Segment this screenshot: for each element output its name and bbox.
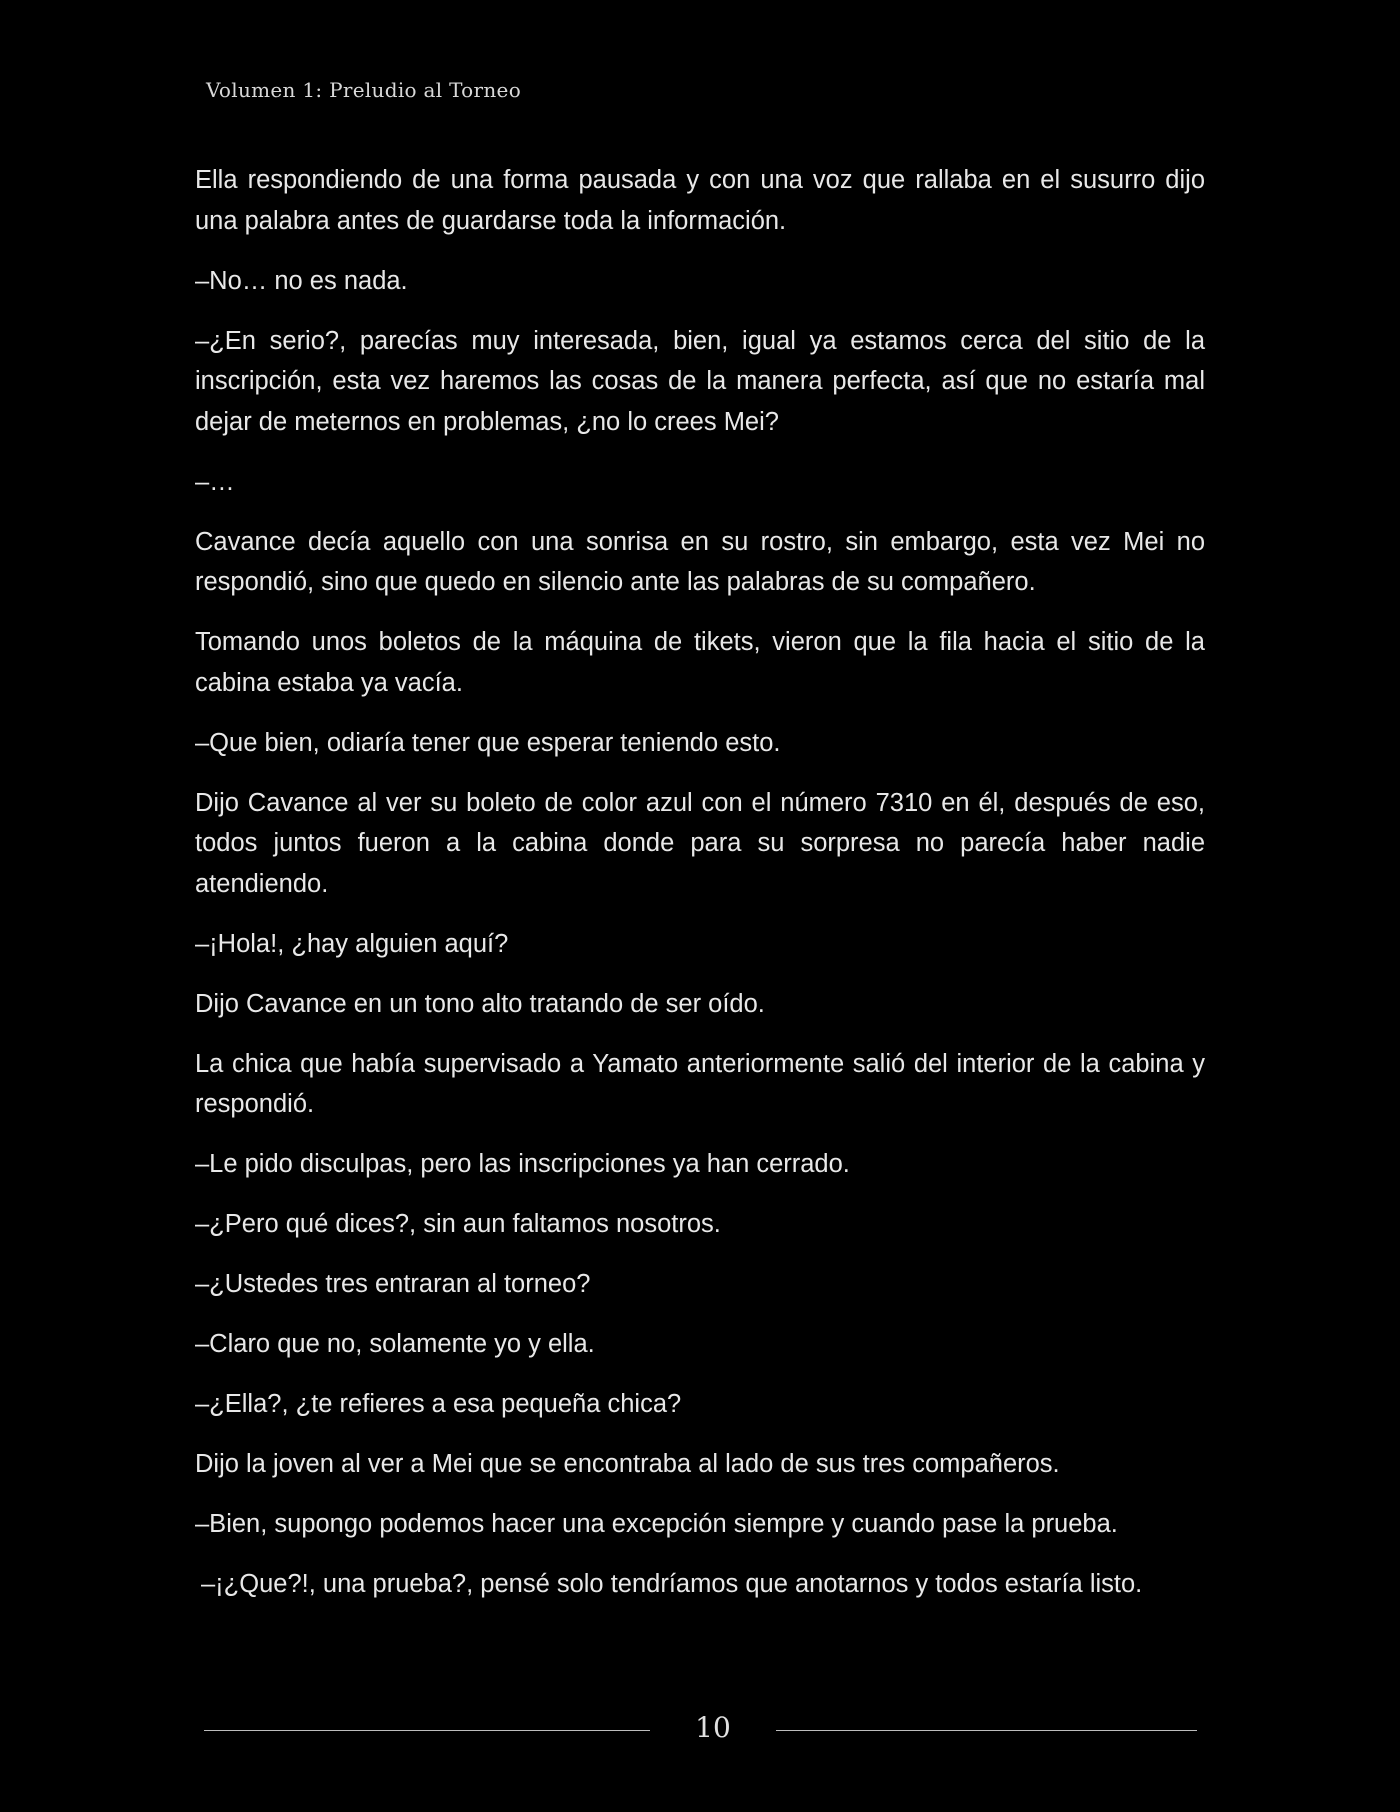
paragraph: –Bien, supongo podemos hacer una excepción siempre y cuando pase la prueba. (195, 1510, 1118, 1538)
paragraph: Tomando unos boletos de la máquina de tikets, vieron que la fila hacia el sitio de la cabina estaba ya vacía. (195, 628, 1205, 697)
footer-rule-left (204, 1730, 650, 1731)
paragraph: Dijo Cavance en un tono alto tratando de ser oído. (195, 989, 765, 1018)
paragraph: –¿Ustedes tres entraran al torneo? (195, 1270, 591, 1298)
paragraph: –¿En serio?, parecías muy interesada, bien, igual ya estamos cerca del sitio de la inscripción, esta vez haremos las cosas de la manera perfecta, así que no estaría mal dejar de meternos en problemas, ¿no lo crees Mei? (195, 326, 1205, 436)
paragraph: –No… no es nada. (195, 266, 408, 295)
paragraph: –… (195, 467, 235, 496)
paragraph: La chica que había supervisado a Yamato anteriormente salió del interior de la cabina y respondió. (195, 1049, 1205, 1118)
paragraph: Dijo Cavance al ver su boleto de color azul con el número 7310 en él, después de eso, todos juntos fueron a la cabina donde para su sorpresa no parecía haber nadie atendiendo. (195, 788, 1205, 898)
paragraph: –¿Pero qué dices?, sin aun faltamos nosotros. (195, 1210, 721, 1238)
body-text (195, 160, 1205, 1624)
paragraph: Ella respondiendo de una forma pausada y con una voz que rallaba en el susurro dijo una palabra antes de guardarse toda la información. (195, 166, 1205, 235)
paragraph: –Le pido disculpas, pero las inscripciones ya han cerrado. (195, 1150, 850, 1178)
footer-rule-right (776, 1730, 1197, 1731)
paragraph: –Que bien, odiaría tener que esperar teniendo esto. (195, 728, 781, 757)
paragraph: Dijo la joven al ver a Mei que se encontraba al lado de sus tres compañeros. (195, 1450, 1060, 1478)
running-header: Volumen 1: Preludio al Torneo (206, 78, 522, 102)
paragraph: Cavance decía aquello con una sonrisa en su rostro, sin embargo, esta vez Mei no respondió, sino que quedo en silencio ante las palabras de su compañero. (195, 527, 1205, 596)
page-footer (0, 1705, 1400, 1755)
paragraph: –Claro que no, solamente yo y ella. (195, 1330, 595, 1358)
paragraph: –¡¿Que?!, una prueba?, pensé solo tendríamos que anotarnos y todos estaría listo. (201, 1570, 1143, 1598)
paragraph: –¡Hola!, ¿hay alguien aquí? (195, 929, 509, 958)
page-number: 10 (695, 1711, 731, 1744)
paragraph: –¿Ella?, ¿te refieres a esa pequeña chica? (195, 1390, 682, 1418)
